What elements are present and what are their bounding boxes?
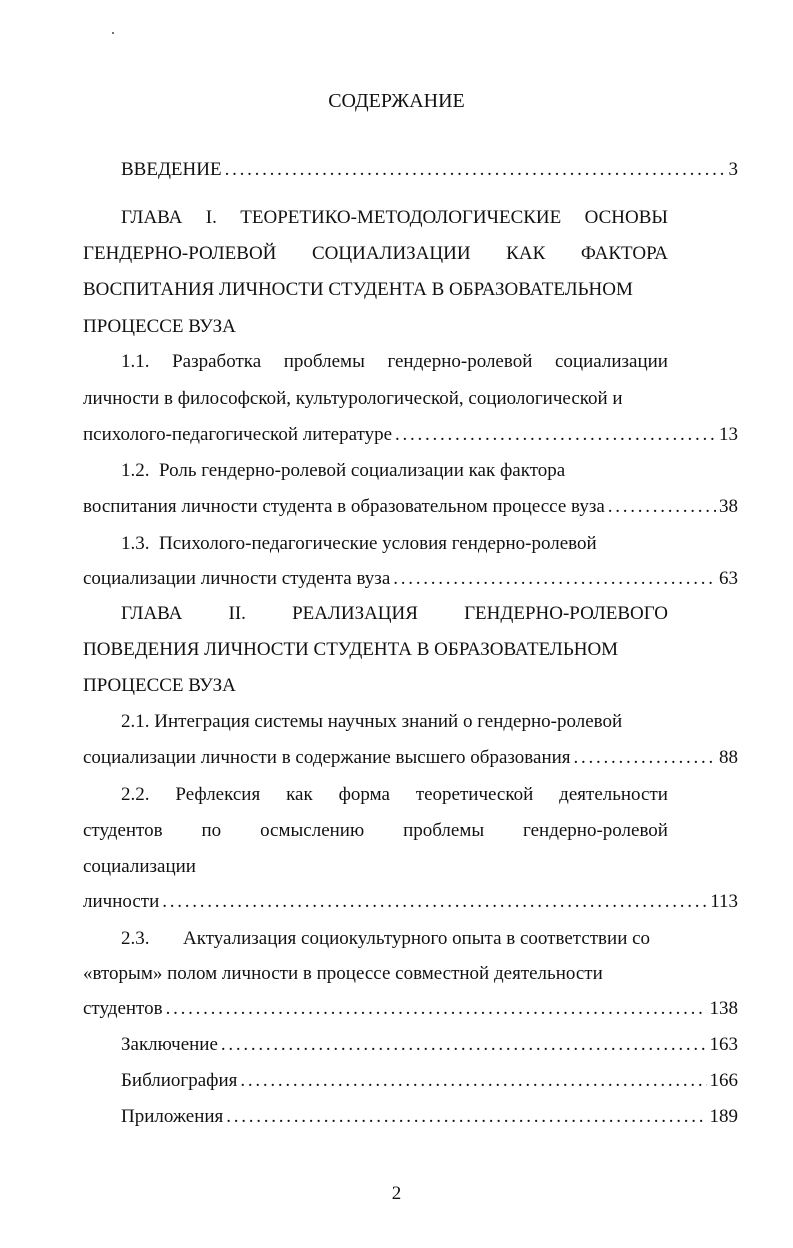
toc-page: 63 xyxy=(719,568,738,589)
dot-leader xyxy=(166,997,707,1021)
dot-leader xyxy=(395,423,716,447)
dot-leader xyxy=(221,1033,707,1057)
dot-leader xyxy=(393,567,716,591)
toc-page: 113 xyxy=(710,891,738,912)
toc-page: 38 xyxy=(719,496,738,517)
toc-entry-conclusion[interactable]: Заключение . . . 163 xyxy=(121,1033,738,1057)
toc-entry-1-2-line2[interactable]: воспитания личности студента в образовательном процессе вуза . . . 38 xyxy=(83,495,738,519)
toc-entry-1-2-line1[interactable]: 1.2. Роль гендерно-ролевой социализации как фактора xyxy=(121,460,566,481)
toc-entry-appendices[interactable]: Приложения . . . 189 xyxy=(121,1105,738,1129)
dot-leader xyxy=(162,890,707,914)
dot-leader xyxy=(574,746,716,770)
toc-entry-1-1-line2: личности в философской, культурологической, социологической и xyxy=(83,388,623,409)
chapter1-heading-line1: ГЛАВА I. ТЕОРЕТИКО-МЕТОДОЛОГИЧЕСКИЕ ОСНОВЫ xyxy=(121,207,668,228)
toc-entry-2-1-line1[interactable]: 2.1. Интеграция системы научных знаний о гендерно-ролевой xyxy=(121,711,623,732)
chapter1-heading-line4: ПРОЦЕССЕ ВУЗА xyxy=(83,316,236,337)
toc-entry-2-2-line3: социализации xyxy=(83,856,196,877)
toc-entry-2-2-line4[interactable]: личности . . . 113 xyxy=(83,890,738,914)
toc-page: 88 xyxy=(719,747,738,768)
toc-entry-2-3-line3[interactable]: студентов . . . 138 xyxy=(83,997,738,1021)
chapter2-heading-line3: ПРОЦЕССЕ ВУЗА xyxy=(83,675,236,696)
toc-entry-2-2-line2: студентов по осмыслению проблемы гендерно-ролевой xyxy=(83,820,668,841)
toc-page: 163 xyxy=(709,1034,738,1055)
toc-page: 189 xyxy=(709,1106,738,1127)
toc-entry-1-3-line1[interactable]: 1.3. Психолого-педагогические условия гендерно-ролевой xyxy=(121,533,597,554)
toc-entry-1-1-line1[interactable]: 1.1. Разработка проблемы гендерно-ролевой социализации xyxy=(121,351,668,372)
toc-entry-bibliography[interactable]: Библиография . . . 166 xyxy=(121,1069,738,1093)
toc-entry-1-1-line3[interactable]: психолого-педагогической литературе . . . 13 xyxy=(83,423,738,447)
chapter2-heading-line1: ГЛАВА II. РЕАЛИЗАЦИЯ ГЕНДЕРНО-РОЛЕВОГО xyxy=(121,603,668,624)
toc-entry-intro[interactable] xyxy=(121,158,738,182)
toc-entry-2-1-line2[interactable]: социализации личности в содержание высшего образования . . . 88 xyxy=(83,746,738,770)
page-title: СОДЕРЖАНИЕ xyxy=(328,90,465,112)
toc-entry-2-3-line2: «вторым» полом личности в процессе совместной деятельности xyxy=(83,963,603,984)
toc-entry-2-3-line1[interactable]: 2.3. Актуализация социокультурного опыта в соответствии со xyxy=(121,928,651,949)
scan-speck xyxy=(112,32,114,34)
page-number: 2 xyxy=(391,1183,402,1204)
dot-leader xyxy=(226,1105,706,1129)
toc-label: ВВЕДЕНИЕ xyxy=(121,159,222,180)
toc-page: 166 xyxy=(709,1070,738,1091)
dot-leader xyxy=(608,495,716,519)
chapter1-heading-line2: ГЕНДЕРНО-РОЛЕВОЙ СОЦИАЛИЗАЦИИ КАК ФАКТОРА xyxy=(83,243,668,264)
chapter2-heading-line2: ПОВЕДЕНИЯ ЛИЧНОСТИ СТУДЕНТА В ОБРАЗОВАТЕЛЬНОМ xyxy=(83,639,619,660)
toc-page: 3 xyxy=(728,159,738,180)
toc-entry-1-3-line2[interactable]: социализации личности студента вуза . . . 63 xyxy=(83,567,738,591)
toc-page: 138 xyxy=(709,998,738,1019)
toc-page: 13 xyxy=(719,424,738,445)
toc-entry-2-2-line1[interactable]: 2.2. Рефлексия как форма теоретической деятельности xyxy=(121,784,668,805)
chapter1-heading-line3: ВОСПИТАНИЯ ЛИЧНОСТИ СТУДЕНТА В ОБРАЗОВАТЕЛЬНОМ xyxy=(83,279,633,300)
dot-leader xyxy=(225,158,726,182)
dot-leader xyxy=(240,1069,706,1093)
